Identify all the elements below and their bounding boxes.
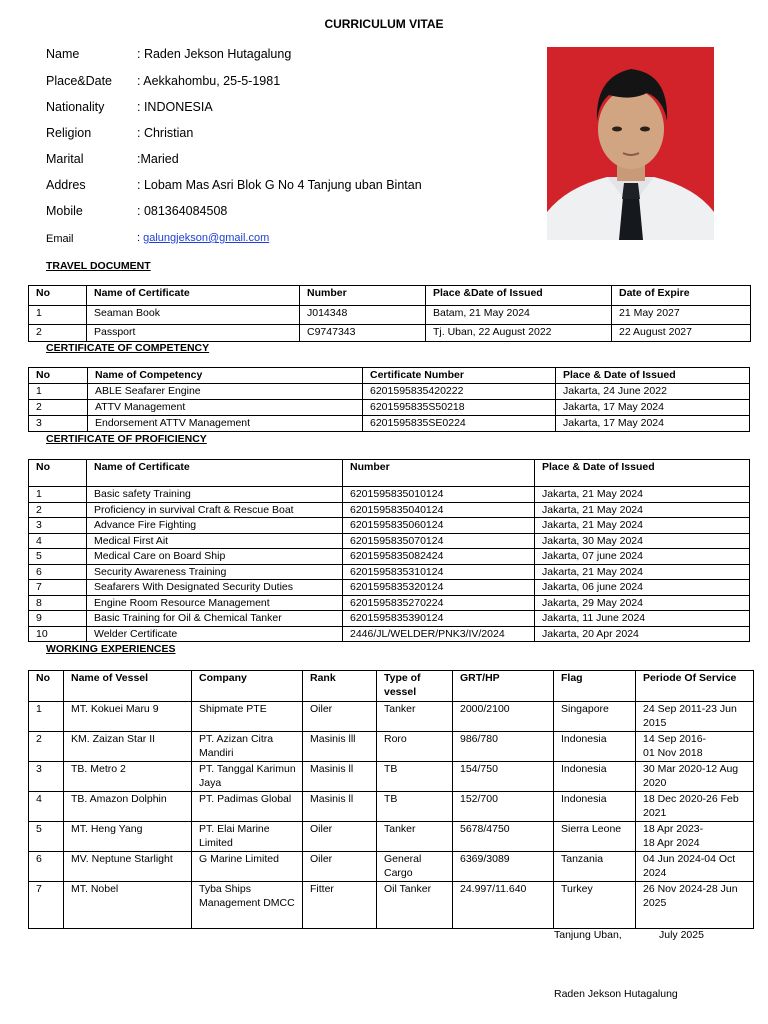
table-cell: Oiler <box>303 702 377 732</box>
table-cell: 6 <box>29 852 64 882</box>
value-email <box>137 232 269 244</box>
table-cell: 2 <box>29 732 64 762</box>
table-cell: 4 <box>29 792 64 822</box>
table-cell: Masinis lll <box>303 732 377 762</box>
table-cell: Jakarta, 11 June 2024 <box>535 611 750 627</box>
table-cell: 6201595835060124 <box>343 518 535 534</box>
table-header-row <box>29 671 754 702</box>
table-cell: Medical Care on Board Ship <box>87 549 343 565</box>
header-cell: Date of Expire <box>612 286 751 306</box>
table-cell: Welder Certificate <box>87 626 343 642</box>
table-cell: Oiler <box>303 822 377 852</box>
portrait-icon <box>547 47 714 240</box>
proficiency-table <box>28 459 750 642</box>
table-row <box>29 852 754 882</box>
table-cell: 154/750 <box>453 762 554 792</box>
table-row <box>29 533 750 549</box>
portrait-photo <box>547 47 714 240</box>
label-email: Email <box>46 233 74 245</box>
table-cell: 24.997/11.640 <box>453 882 554 929</box>
table-row <box>29 400 750 416</box>
table-cell: Security Awareness Training <box>87 564 343 580</box>
table-cell: 1 <box>29 487 87 503</box>
table-cell: Jakarta, 24 June 2022 <box>556 384 750 400</box>
header-cell: Place &Date of Issued <box>426 286 612 306</box>
table-cell: Indonesia <box>554 792 636 822</box>
table-cell: Jakarta, 21 May 2024 <box>535 564 750 580</box>
table-cell: 5678/4750 <box>453 822 554 852</box>
table-cell: Proficiency in survival Craft & Rescue Boat <box>87 502 343 518</box>
table-cell: 6201595835S50218 <box>363 400 556 416</box>
table-cell: Sierra Leone <box>554 822 636 852</box>
table-cell: 6201595835SE0224 <box>363 416 556 432</box>
table-cell: 6201595835420222 <box>363 384 556 400</box>
table-cell: Masinis ll <box>303 762 377 792</box>
table-cell: Jakarta, 07 june 2024 <box>535 549 750 565</box>
table-row <box>29 580 750 596</box>
table-cell: 3 <box>29 518 87 534</box>
table-cell: 26 Nov 2024-28 Jun 2025 <box>636 882 754 929</box>
table-cell: 7 <box>29 882 64 929</box>
header-cell: No <box>29 286 87 306</box>
table-row <box>29 595 750 611</box>
header-cell: Company <box>192 671 303 702</box>
table-cell: 18 Dec 2020-26 Feb 2021 <box>636 792 754 822</box>
table-cell: 6201595835320124 <box>343 580 535 596</box>
value-place-date: : Aekkahombu, 25-5-1981 <box>137 74 281 88</box>
table-cell: 6201595835390124 <box>343 611 535 627</box>
table-cell: 8 <box>29 595 87 611</box>
table-row <box>29 487 750 503</box>
value-address: : Lobam Mas Asri Blok G No 4 Tanjung uban Bintan <box>137 178 422 192</box>
table-row <box>29 822 754 852</box>
table-cell: Shipmate PTE <box>192 702 303 732</box>
table-cell: 3 <box>29 762 64 792</box>
label-nationality: Nationality <box>46 100 105 114</box>
table-row <box>29 306 751 325</box>
table-cell: PT. Elai Marine Limited <box>192 822 303 852</box>
table-cell: 6201595835270224 <box>343 595 535 611</box>
table-row <box>29 792 754 822</box>
table-row <box>29 882 754 929</box>
table-cell: TB <box>377 762 453 792</box>
table-cell: Jakarta, 29 May 2024 <box>535 595 750 611</box>
table-row <box>29 384 750 400</box>
header-cell: Place & Date of Issued <box>556 368 750 384</box>
header-cell: No <box>29 460 87 487</box>
table-cell: 10 <box>29 626 87 642</box>
table-cell: Indonesia <box>554 732 636 762</box>
table-cell: 2 <box>29 325 87 342</box>
table-cell: 6201595835070124 <box>343 533 535 549</box>
table-row <box>29 564 750 580</box>
table-cell: 1 <box>29 702 64 732</box>
header-cell: Rank <box>303 671 377 702</box>
header-cell: Number <box>343 460 535 487</box>
table-row <box>29 416 750 432</box>
table-cell: Indonesia <box>554 762 636 792</box>
table-cell: Jakarta, 21 May 2024 <box>535 487 750 503</box>
table-cell: Masinis ll <box>303 792 377 822</box>
table-cell: Advance Fire Fighting <box>87 518 343 534</box>
table-cell: 18 Apr 2023- 18 Apr 2024 <box>636 822 754 852</box>
experience-table <box>28 670 754 929</box>
header-cell: Name of Vessel <box>64 671 192 702</box>
header-cell: Number <box>300 286 426 306</box>
table-cell: Basic Training for Oil & Chemical Tanker <box>87 611 343 627</box>
value-name: : Raden Jekson Hutagalung <box>137 47 292 61</box>
table-cell: 2 <box>29 502 87 518</box>
table-cell: MT. Nobel <box>64 882 192 929</box>
header-cell: GRT/HP <box>453 671 554 702</box>
table-cell: Jakarta, 17 May 2024 <box>556 416 750 432</box>
table-cell: 22 August 2027 <box>612 325 751 342</box>
table-cell: 9 <box>29 611 87 627</box>
table-cell: Roro <box>377 732 453 762</box>
page-title: CURRICULUM VITAE <box>324 17 444 31</box>
table-cell: MT. Heng Yang <box>64 822 192 852</box>
table-cell: Tanker <box>377 822 453 852</box>
label-address: Addres <box>46 178 86 192</box>
label-place-date: Place&Date <box>46 74 113 88</box>
value-religion: : Christian <box>137 126 194 140</box>
table-cell: Jakarta, 20 Apr 2024 <box>535 626 750 642</box>
table-cell: TB. Amazon Dolphin <box>64 792 192 822</box>
header-cell: No <box>29 671 64 702</box>
experience-heading: WORKING EXPERIENCES <box>46 643 176 655</box>
table-cell: 2 <box>29 400 88 416</box>
table-cell: 6 <box>29 564 87 580</box>
table-row <box>29 549 750 565</box>
table-cell: 04 Jun 2024-04 Oct 2024 <box>636 852 754 882</box>
table-cell: 14 Sep 2016- 01 Nov 2018 <box>636 732 754 762</box>
header-cell: No <box>29 368 88 384</box>
table-cell: Jakarta, 17 May 2024 <box>556 400 750 416</box>
footer-date: July 2025 <box>659 929 704 941</box>
table-cell: Jakarta, 21 May 2024 <box>535 518 750 534</box>
table-cell: 30 Mar 2020-12 Aug 2020 <box>636 762 754 792</box>
table-cell: ABLE Seafarer Engine <box>88 384 363 400</box>
email-prefix: : <box>137 232 144 244</box>
table-row <box>29 702 754 732</box>
table-cell: Endorsement ATTV Management <box>88 416 363 432</box>
table-cell: 6201595835082424 <box>343 549 535 565</box>
table-cell: KM. Zaizan Star II <box>64 732 192 762</box>
competency-table <box>28 367 750 432</box>
table-cell: Engine Room Resource Management <box>87 595 343 611</box>
table-row <box>29 611 750 627</box>
table-cell: 6201595835010124 <box>343 487 535 503</box>
table-cell: 5 <box>29 822 64 852</box>
table-cell: 5 <box>29 549 87 565</box>
table-cell: G Marine Limited <box>192 852 303 882</box>
header-cell: Type of vessel <box>377 671 453 702</box>
proficiency-heading: CERTIFICATE OF PROFICIENCY <box>46 433 207 445</box>
table-cell: 3 <box>29 416 88 432</box>
footer-place: Tanjung Uban, <box>554 929 622 941</box>
value-mobile: : 081364084508 <box>137 204 228 218</box>
travel-document-table <box>28 285 751 342</box>
table-cell: PT. Tanggal Karimun Jaya <box>192 762 303 792</box>
table-cell: 21 May 2027 <box>612 306 751 325</box>
table-cell: Jakarta, 06 june 2024 <box>535 580 750 596</box>
table-row <box>29 762 754 792</box>
competency-heading: CERTIFICATE OF COMPETENCY <box>46 342 210 354</box>
value-marital: :Maried <box>137 152 179 166</box>
table-cell: PT. Azizan Citra Mandiri <box>192 732 303 762</box>
table-row <box>29 626 750 642</box>
table-cell: Fitter <box>303 882 377 929</box>
table-row <box>29 732 754 762</box>
table-cell: Medical First Ait <box>87 533 343 549</box>
table-cell: ATTV Management <box>88 400 363 416</box>
table-cell: 986/780 <box>453 732 554 762</box>
table-cell: Turkey <box>554 882 636 929</box>
header-cell: Certificate Number <box>363 368 556 384</box>
table-cell: C9747343 <box>300 325 426 342</box>
table-cell: Tj. Uban, 22 August 2022 <box>426 325 612 342</box>
table-cell: Oiler <box>303 852 377 882</box>
table-cell: 6201595835040124 <box>343 502 535 518</box>
table-cell: Batam, 21 May 2024 <box>426 306 612 325</box>
table-header-row <box>29 286 751 306</box>
table-cell: 1 <box>29 306 87 325</box>
table-cell: Seaman Book <box>87 306 300 325</box>
table-cell: 2000/2100 <box>453 702 554 732</box>
travel-document-heading: TRAVEL DOCUMENT <box>46 260 151 272</box>
table-cell: 24 Sep 2011-23 Jun 2015 <box>636 702 754 732</box>
label-name: Name <box>46 47 80 61</box>
header-cell: Name of Competency <box>88 368 363 384</box>
table-cell: 6201595835310124 <box>343 564 535 580</box>
table-row <box>29 502 750 518</box>
table-cell: Jakarta, 30 May 2024 <box>535 533 750 549</box>
table-row <box>29 325 751 342</box>
table-cell: Passport <box>87 325 300 342</box>
table-cell: 1 <box>29 384 88 400</box>
table-cell: MT. Kokuei Maru 9 <box>64 702 192 732</box>
signature-name: Raden Jekson Hutagalung <box>554 988 678 1000</box>
table-cell: Oil Tanker <box>377 882 453 929</box>
label-mobile: Mobile <box>46 204 83 218</box>
table-cell: Tanzania <box>554 852 636 882</box>
table-cell: 4 <box>29 533 87 549</box>
table-cell: MV. Neptune Starlight <box>64 852 192 882</box>
table-cell: Jakarta, 21 May 2024 <box>535 502 750 518</box>
header-cell: Name of Certificate <box>87 286 300 306</box>
table-cell: 152/700 <box>453 792 554 822</box>
table-cell: 2446/JL/WELDER/PNK3/IV/2024 <box>343 626 535 642</box>
label-marital: Marital <box>46 152 84 166</box>
label-religion: Religion <box>46 126 92 140</box>
table-cell: PT. Padimas Global <box>192 792 303 822</box>
table-cell: Tanker <box>377 702 453 732</box>
value-nationality: : INDONESIA <box>137 100 213 114</box>
header-cell: Periode Of Service <box>636 671 754 702</box>
email-link[interactable]: galungjekson@gmail.com <box>143 232 270 244</box>
table-cell: Seafarers With Designated Security Duties <box>87 580 343 596</box>
table-cell: TB <box>377 792 453 822</box>
table-cell: 6369/3089 <box>453 852 554 882</box>
header-cell: Name of Certificate <box>87 460 343 487</box>
table-cell: Basic safety Training <box>87 487 343 503</box>
table-header-row <box>29 368 750 384</box>
table-cell: J014348 <box>300 306 426 325</box>
header-cell: Flag <box>554 671 636 702</box>
table-row <box>29 518 750 534</box>
table-cell: Tyba Ships Management DMCC <box>192 882 303 929</box>
table-cell: TB. Metro 2 <box>64 762 192 792</box>
table-cell: 7 <box>29 580 87 596</box>
table-header-row <box>29 460 750 487</box>
header-cell: Place & Date of Issued <box>535 460 750 487</box>
table-cell: Singapore <box>554 702 636 732</box>
table-cell: General Cargo <box>377 852 453 882</box>
